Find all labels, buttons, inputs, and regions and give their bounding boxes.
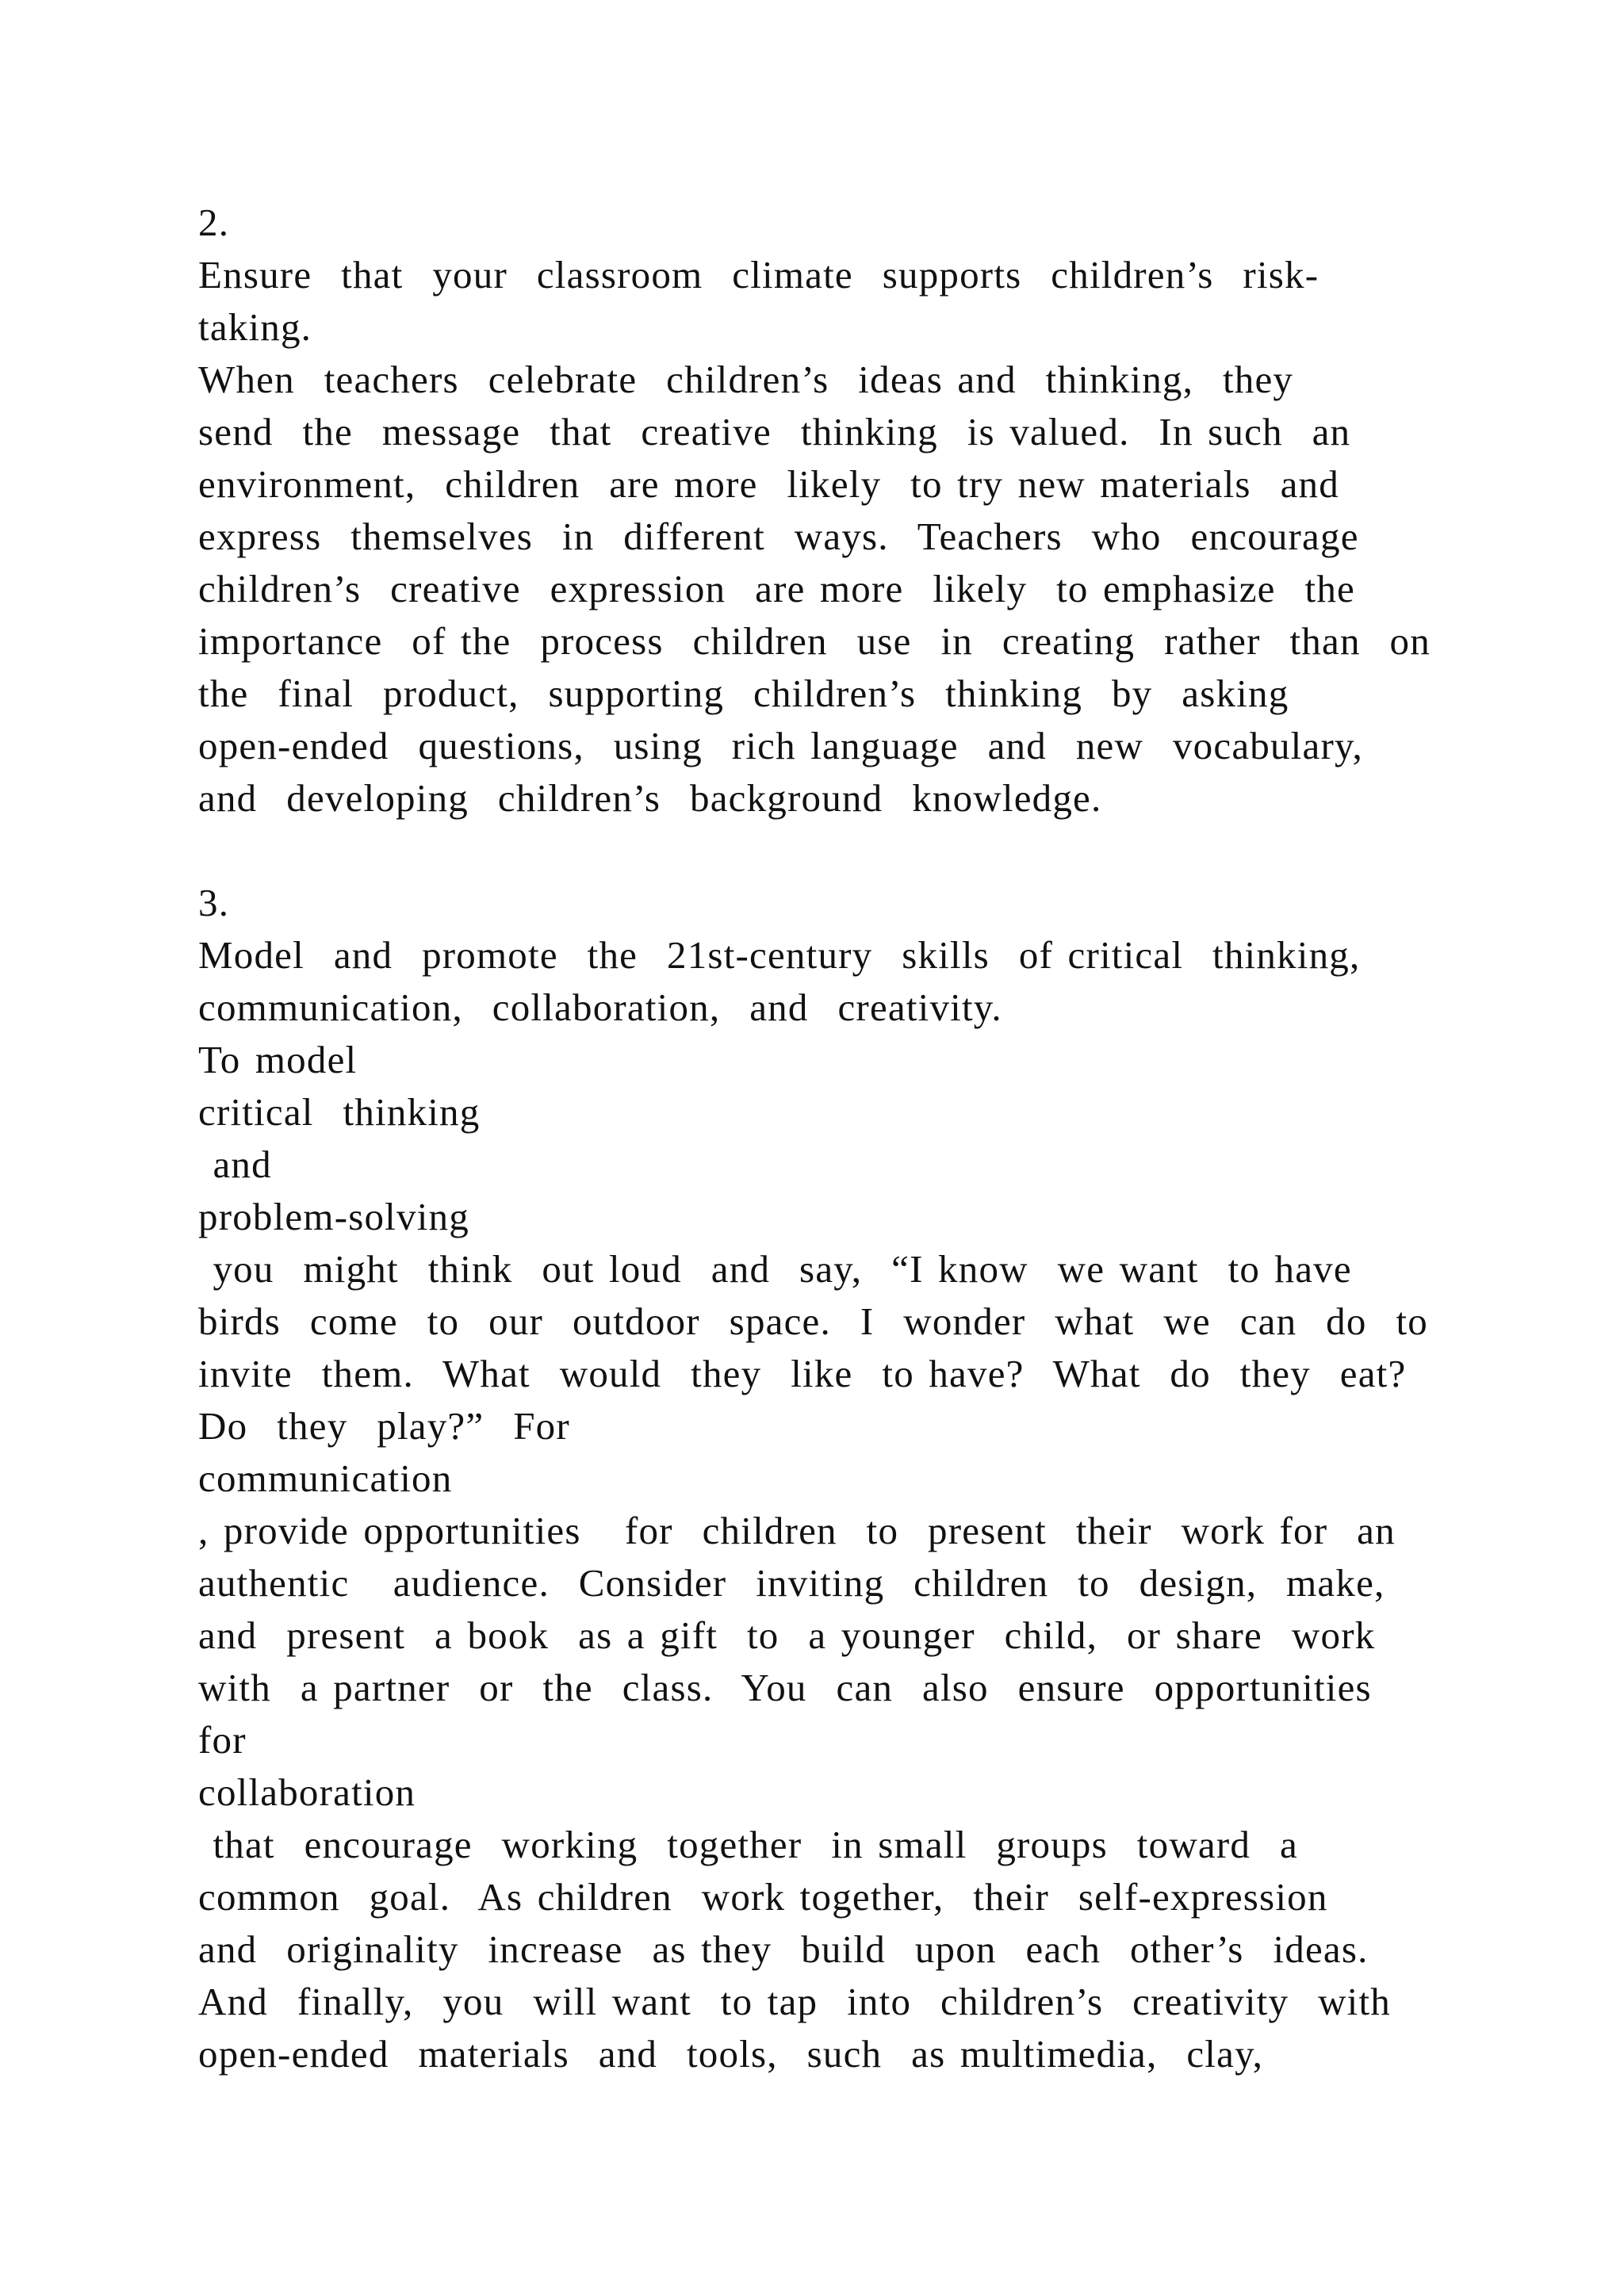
section-2-body-line: environment, children are more likely to try new materials and [198,462,1339,506]
paragraph-spacer [198,825,1546,877]
document-text [198,197,1546,2080]
section-2-heading-line: taking. [198,305,312,349]
section-3-heading-line: communication, collaboration, and creativity. [198,985,1002,1029]
section-3-body-line: problem-solving [198,1195,469,1238]
section-2-body-line: children’s creative expression are more likely to emphasize the [198,567,1355,610]
section-2-body-line: the final product, supporting children’s thinking by asking [198,672,1289,715]
section-3-body-line: collaboration [198,1770,416,1814]
section-2-body-line: When teachers celebrate children’s ideas and thinking, they [198,358,1294,401]
section-3-body-line: Do they play?” For [198,1404,570,1448]
section-3-body-line: and originality increase as they build upon each other’s ideas. [198,1927,1369,1971]
section-2-heading-line: Ensure that your classroom climate supports children’s risk- [198,253,1320,297]
section-2-body-line: and developing children’s background knowledge. [198,776,1102,820]
section-3-body-line: birds come to our outdoor space. I wonder what we can do to [198,1299,1429,1343]
section-3-body-line: critical thinking [198,1090,481,1134]
section-3-body-line: , provide opportunities for children to present their work for an [198,1509,1396,1552]
section-3-body-line: and [198,1142,272,1186]
section-3-body-line: and present a book as a gift to a younger child, or share work [198,1613,1376,1657]
section-2-number: 2. [198,201,230,244]
section-3-body-line: you might think out loud and say, “I know we want to have [198,1247,1352,1291]
section-2-body-line: importance of the process children use in creating rather than on [198,619,1431,663]
section-3-body-line: open-ended materials and tools, such as multimedia, clay, [198,2032,1264,2076]
section-3-body-line: To model [198,1038,358,1081]
section-3-body-line: common goal. As children work together, their self-expression [198,1875,1328,1919]
section-2-body-line: send the message that creative thinking is valued. In such an [198,410,1351,453]
section-3-body-line: communication [198,1456,453,1500]
section-3-body-line: for [198,1718,247,1762]
section-3-body-line: with a partner or the class. You can also ensure opportunities [198,1666,1372,1709]
section-2-body-line: express themselves in different ways. Teachers who encourage [198,515,1359,558]
section-3-body-line: And finally, you will want to tap into children’s creativity with [198,1980,1391,2023]
section-3-number: 3. [198,881,230,924]
section-3-body-line: authentic audience. Consider inviting children to design, make, [198,1561,1385,1605]
section-2-body-line: open-ended questions, using rich language and new vocabulary, [198,724,1363,767]
section-3-body-line: that encourage working together in small groups toward a [198,1823,1298,1866]
section-3-body-line: invite them. What would they like to have? What do they eat? [198,1352,1407,1395]
section-3-heading-line: Model and promote the 21st-century skills of critical thinking, [198,933,1361,977]
